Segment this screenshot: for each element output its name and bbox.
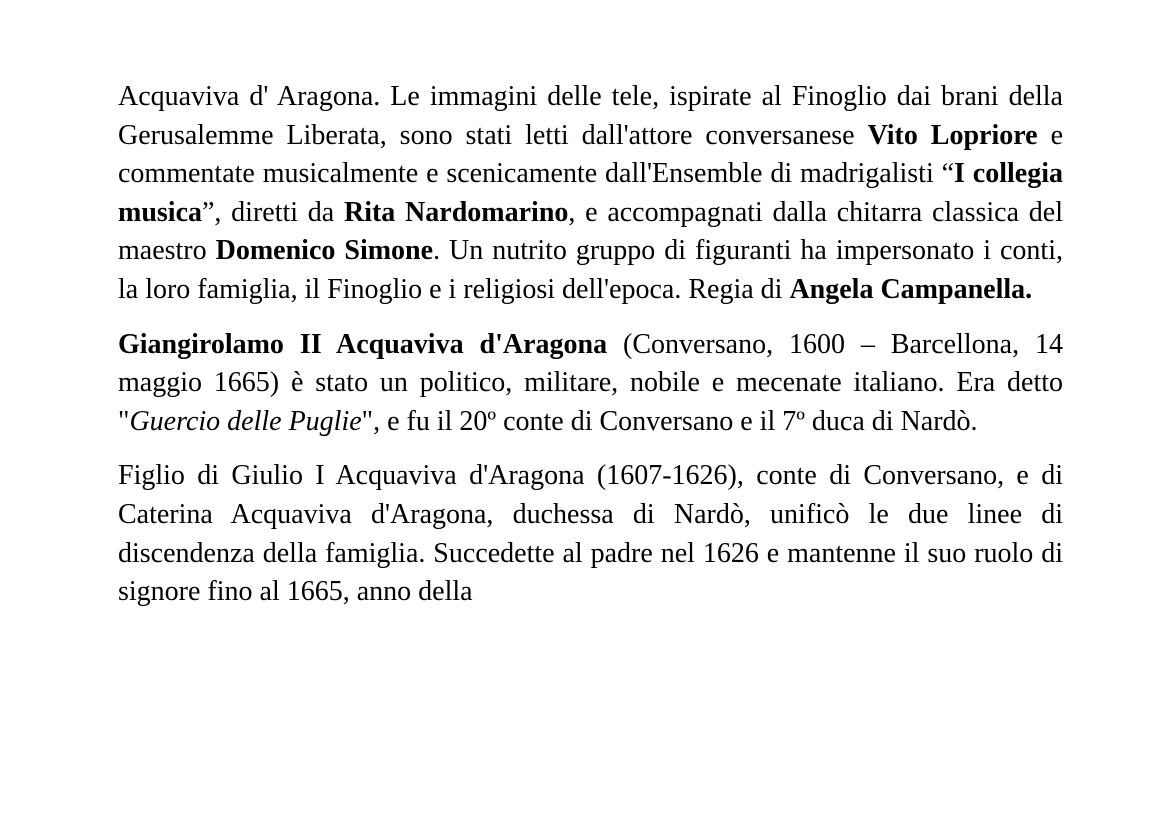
text-segment: . Un nutrito gruppo di figuranti ha impersonato i conti, la loro famiglia, il Finoglio e i religiosi dell'epoca. Regia di: [118, 235, 1063, 305]
paragraph-1: [118, 78, 1063, 310]
text-segment: Acquaviva d' Aragona. Le immagini delle tele, ispirate al Finoglio dai brani della Gerusalemme Liberata, sono stati letti dall'attore conversanese: [118, 81, 1063, 151]
person-name-angela-campanella: Angela Campanella.: [789, 273, 1033, 305]
text-segment: Figlio di Giulio I Acquaviva d'Aragona (1607-1626), conte di Conversano, e di Caterina Acquaviva d'Aragona, duchessa di Nardò, unificò le due linee di discendenza della famiglia. Succedette al padre nel 1626 e mantenne il suo ruolo di signore fino al 1665, anno della: [118, 460, 1063, 608]
text-segment: , e accompagnati dalla chitarra classica del maestro: [118, 196, 1063, 267]
paragraph-3: [118, 457, 1063, 611]
person-name-vito-lopriore: Vito Lopriore: [867, 119, 1038, 151]
person-name-rita-nardomarino: Rita Nardomarino: [343, 196, 569, 228]
paragraph-2: [118, 326, 1063, 442]
person-name-domenico-simone: Domenico Simone: [215, 235, 434, 267]
text-segment: (Conversano, 1600 – Barcellona, 14 maggio 1665) è stato un politico, militare, nobile e mecenate italiano. Era detto ": [118, 328, 1063, 437]
text-segment: e commentate musicalmente e scenicamente dall'Ensemble di madrigalisti “: [118, 119, 1063, 190]
nickname-italic: Guercio delle Puglie: [129, 405, 362, 437]
document-page: [118, 78, 1063, 628]
text-segment: ", e fu il 20º conte di Conversano e il 7º duca di Nardò.: [361, 405, 978, 437]
person-name-giangirolamo: Giangirolamo II Acquaviva d'Aragona: [118, 328, 608, 360]
text-segment: ”, diretti da: [202, 196, 344, 228]
ensemble-name: I collegia musica: [118, 158, 1064, 228]
